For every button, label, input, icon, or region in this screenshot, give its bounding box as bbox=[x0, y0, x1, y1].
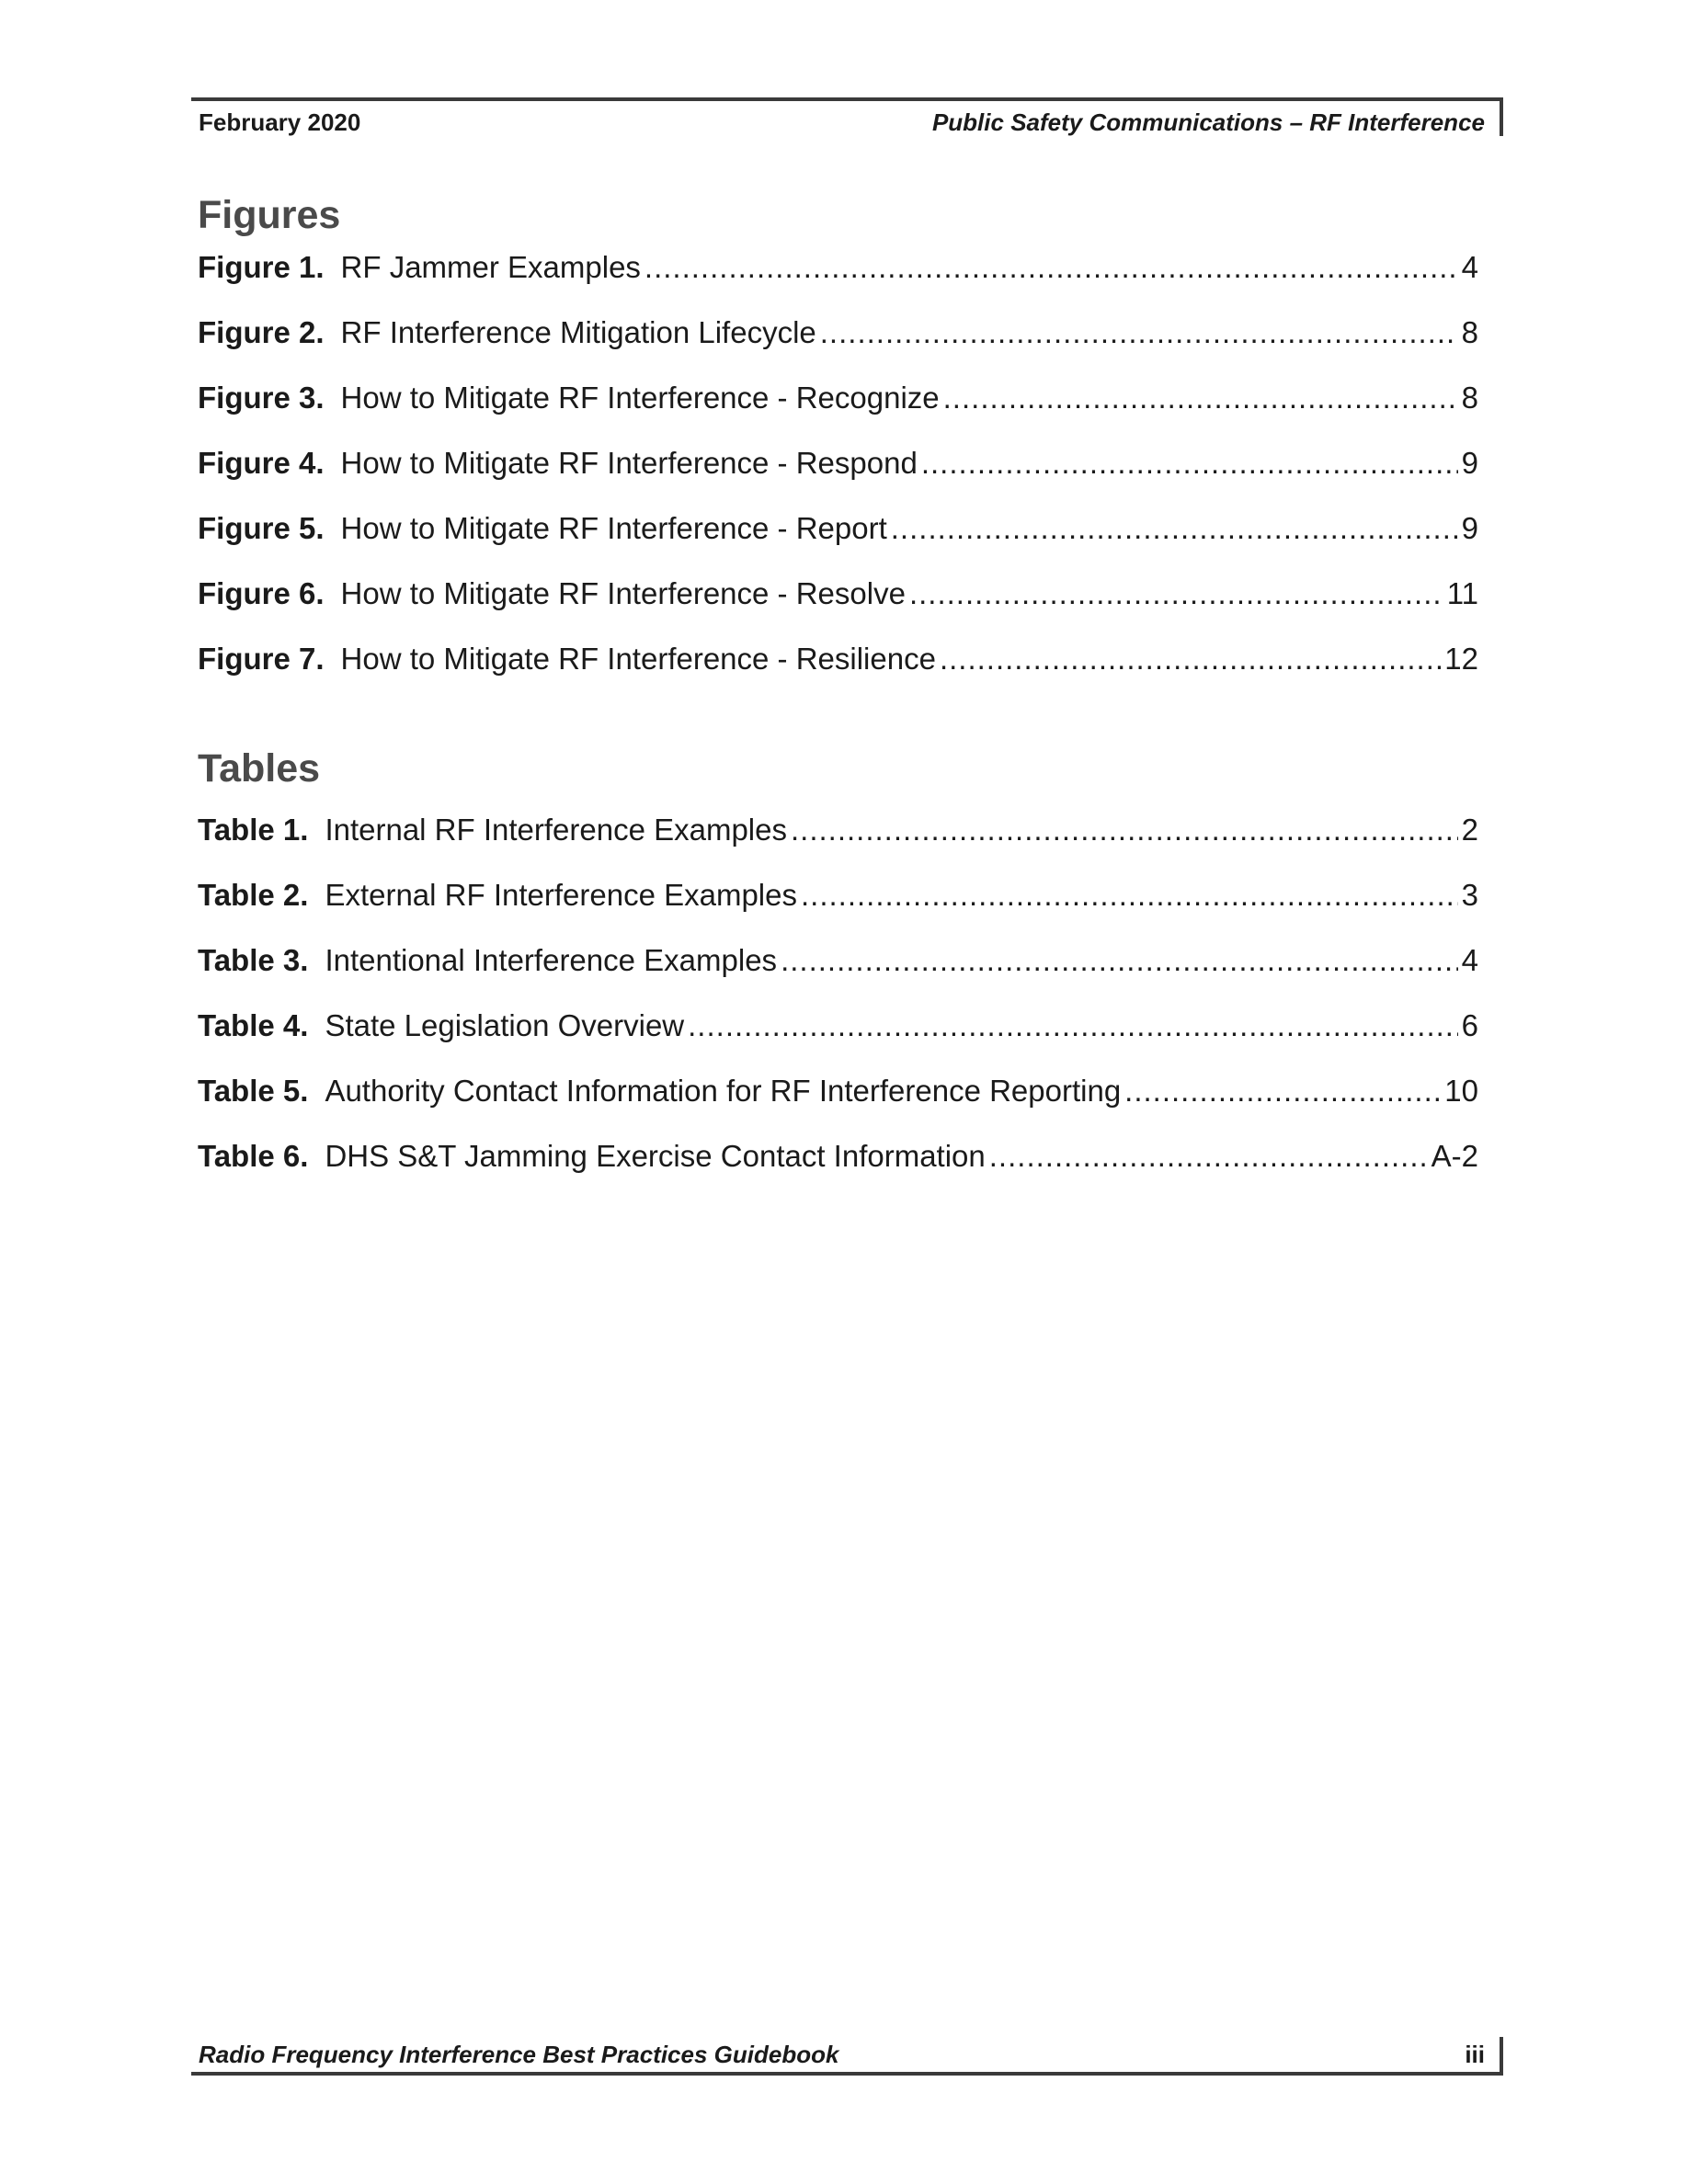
table-entry-label: Table 1. bbox=[198, 813, 309, 847]
table-entry[interactable] bbox=[198, 943, 1478, 1008]
dot-leader bbox=[791, 813, 1458, 847]
figure-entry[interactable] bbox=[198, 511, 1478, 576]
table-entry-title: Authority Contact Information for RF Interference Reporting bbox=[325, 1074, 1122, 1108]
footer-page-number: iii bbox=[1465, 2041, 1485, 2068]
figure-entry-page: 8 bbox=[1461, 381, 1478, 415]
table-entry-label: Table 4. bbox=[198, 1008, 309, 1042]
figure-entry-label: Figure 3. bbox=[198, 381, 325, 415]
figure-entry-label: Figure 2. bbox=[198, 315, 325, 349]
tables-heading: Tables bbox=[198, 746, 321, 791]
figure-entry-label: Figure 4. bbox=[198, 446, 325, 480]
dot-leader bbox=[801, 878, 1458, 913]
figure-entry-page: 12 bbox=[1444, 642, 1478, 676]
figure-entry-page: 4 bbox=[1461, 250, 1478, 284]
figure-entry-title: How to Mitigate RF Interference - Resolve bbox=[340, 576, 906, 610]
figure-entry[interactable] bbox=[198, 446, 1478, 511]
table-entry-label: Table 6. bbox=[198, 1139, 309, 1173]
dot-leader bbox=[909, 576, 1443, 611]
figures-list bbox=[198, 250, 1478, 707]
table-entry-label: Table 3. bbox=[198, 943, 309, 977]
table-entry[interactable] bbox=[198, 1008, 1478, 1074]
figure-entry-page: 9 bbox=[1461, 511, 1478, 545]
figure-entry-title: RF Jammer Examples bbox=[340, 250, 641, 284]
table-entry-title: Intentional Interference Examples bbox=[325, 943, 778, 977]
figure-entry-page: 11 bbox=[1446, 576, 1478, 610]
dot-leader bbox=[820, 315, 1458, 350]
table-entry-label: Table 5. bbox=[198, 1074, 309, 1108]
table-entry-title: State Legislation Overview bbox=[325, 1008, 685, 1042]
page-header bbox=[191, 97, 1503, 136]
figure-entry-label: Figure 6. bbox=[198, 576, 325, 610]
tables-list bbox=[198, 813, 1478, 1204]
table-entry-title: External RF Interference Examples bbox=[325, 878, 797, 912]
figure-entry[interactable] bbox=[198, 576, 1478, 642]
dot-leader bbox=[688, 1008, 1458, 1043]
page-footer bbox=[191, 2037, 1503, 2076]
table-entry[interactable] bbox=[198, 813, 1478, 878]
figure-entry[interactable] bbox=[198, 315, 1478, 381]
dot-leader bbox=[1124, 1074, 1441, 1109]
figure-entry[interactable] bbox=[198, 381, 1478, 446]
table-entry[interactable] bbox=[198, 1139, 1478, 1204]
header-date: February 2020 bbox=[199, 108, 361, 136]
table-entry-label: Table 2. bbox=[198, 878, 309, 912]
table-entry-page: 10 bbox=[1444, 1074, 1478, 1108]
figure-entry-label: Figure 1. bbox=[198, 250, 325, 284]
dot-leader bbox=[943, 381, 1458, 415]
table-entry-page: 4 bbox=[1461, 943, 1478, 977]
figure-entry-title: RF Interference Mitigation Lifecycle bbox=[340, 315, 816, 349]
dot-leader bbox=[921, 446, 1458, 481]
figure-entry-title: How to Mitigate RF Interference - Report bbox=[340, 511, 887, 545]
dot-leader bbox=[781, 943, 1458, 978]
figure-entry[interactable] bbox=[198, 250, 1478, 315]
figure-entry-label: Figure 7. bbox=[198, 642, 325, 676]
dot-leader bbox=[891, 511, 1458, 546]
figure-entry[interactable] bbox=[198, 642, 1478, 707]
table-entry-page: 6 bbox=[1461, 1008, 1478, 1042]
header-title: Public Safety Communications – RF Interference bbox=[931, 108, 1485, 136]
dot-leader bbox=[989, 1139, 1428, 1174]
figure-entry-title: How to Mitigate RF Interference - Recognize bbox=[340, 381, 940, 415]
figure-entry-label: Figure 5. bbox=[198, 511, 325, 545]
figure-entry-page: 9 bbox=[1461, 446, 1478, 480]
table-entry-title: DHS S&T Jamming Exercise Contact Information bbox=[325, 1139, 986, 1173]
figures-heading: Figures bbox=[198, 193, 341, 237]
table-entry-page: 3 bbox=[1461, 878, 1478, 912]
table-entry-title: Internal RF Interference Examples bbox=[325, 813, 787, 847]
table-entry-page: 2 bbox=[1461, 813, 1478, 847]
figure-entry-title: How to Mitigate RF Interference - Resilience bbox=[340, 642, 936, 676]
footer-title: Radio Frequency Interference Best Practices Guidebook bbox=[199, 2041, 839, 2068]
dot-leader bbox=[940, 642, 1441, 677]
table-entry[interactable] bbox=[198, 878, 1478, 943]
dot-leader bbox=[644, 250, 1458, 285]
figure-entry-title: How to Mitigate RF Interference - Respond bbox=[340, 446, 918, 480]
table-entry-page: A-2 bbox=[1431, 1139, 1478, 1173]
table-entry[interactable] bbox=[198, 1074, 1478, 1139]
figure-entry-page: 8 bbox=[1461, 315, 1478, 349]
